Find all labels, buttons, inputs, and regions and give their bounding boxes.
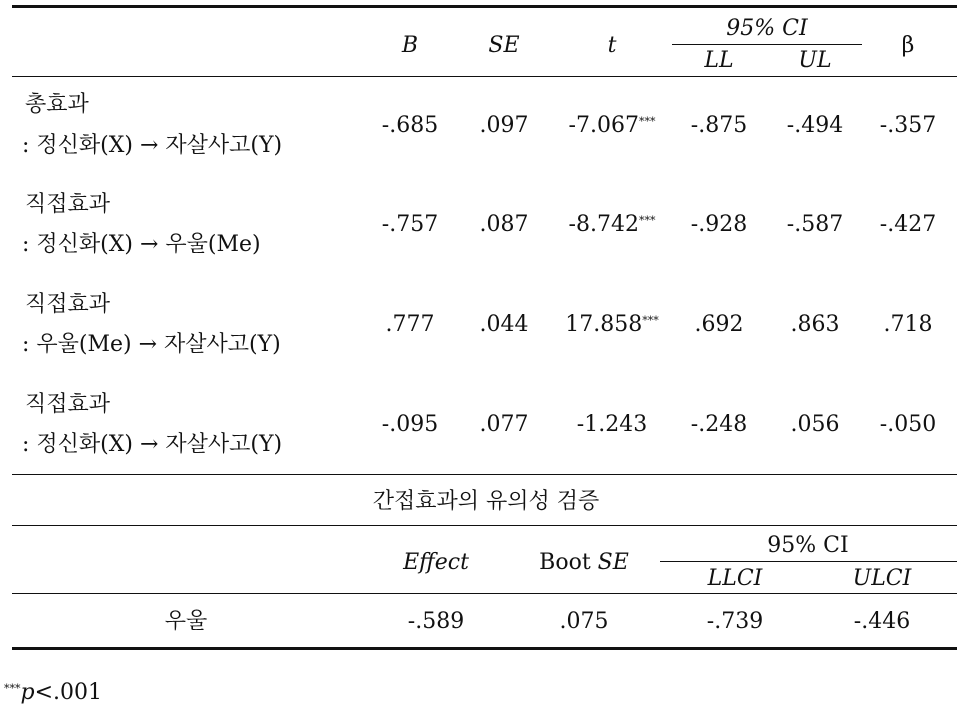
row2-ul: -.587 [786, 212, 844, 237]
indirect-label: 우울 [164, 609, 208, 634]
row1-beta: -.357 [879, 113, 937, 138]
row3-ul: .863 [790, 312, 840, 337]
footnote: ***p<.001 [4, 680, 103, 705]
row4-ll: -.248 [690, 412, 748, 437]
header-ci-2: 95% CI [767, 533, 849, 558]
row2-label-top: 직접효과 [25, 192, 111, 217]
section-rule-bottom [12, 525, 957, 526]
indirect-effect: -.589 [407, 609, 465, 634]
row3-beta: .718 [883, 312, 933, 337]
row4-beta: -.050 [879, 412, 937, 437]
row1-ll: -.875 [690, 113, 748, 138]
ci-rule-2 [660, 561, 957, 562]
header-rule-1 [12, 76, 957, 77]
row1-label-top: 총효과 [25, 92, 89, 117]
row3-label-bottom: : 우울(Me) → 자살사고(Y) [22, 332, 281, 357]
header-llci: LLCI [707, 566, 763, 591]
header-boot-se: Boot SE [539, 550, 629, 575]
top-border [12, 5, 957, 8]
row3-ll: .692 [694, 312, 744, 337]
header-ulci: ULCI [852, 566, 912, 591]
header-beta: β [901, 33, 915, 58]
row4-label-top: 직접효과 [25, 392, 111, 417]
header-se: SE [488, 33, 520, 58]
header-ci: 95% CI [726, 16, 808, 41]
row3-t: 17.858*** [565, 312, 659, 337]
header-rule-2 [12, 593, 957, 594]
row2-se: .087 [479, 212, 529, 237]
header-ul: UL [798, 48, 832, 73]
row3-label-top: 직접효과 [25, 292, 111, 317]
bottom-border [12, 647, 957, 650]
row1-se: .097 [479, 113, 529, 138]
row1-ul: -.494 [786, 113, 844, 138]
row4-ul: .056 [790, 412, 840, 437]
row4-b: -.095 [381, 412, 439, 437]
row4-se: .077 [479, 412, 529, 437]
row3-b: .777 [385, 312, 435, 337]
row2-beta: -.427 [879, 212, 937, 237]
row2-b: -.757 [381, 212, 439, 237]
row2-ll: -.928 [690, 212, 748, 237]
row1-b: -.685 [381, 113, 439, 138]
header-ll: LL [704, 48, 734, 73]
indirect-ulci: -.446 [853, 609, 911, 634]
indirect-boot-se: .075 [559, 609, 609, 634]
row4-label-bottom: : 정신화(X) → 자살사고(Y) [22, 432, 283, 457]
header-b: B [401, 33, 419, 58]
row1-t: -7.067*** [568, 113, 656, 138]
ci-rule-1 [672, 44, 862, 45]
header-t: t [607, 33, 617, 58]
section-title: 간접효과의 유의성 검증 [372, 489, 600, 514]
row2-label-bottom: : 정신화(X) → 우울(Me) [22, 232, 261, 257]
row2-t: -8.742*** [568, 212, 656, 237]
section-rule-top [12, 474, 957, 475]
row1-label-bottom: : 정신화(X) → 자살사고(Y) [22, 133, 283, 158]
indirect-llci: -.739 [706, 609, 764, 634]
row4-t: -1.243 [576, 412, 648, 437]
row3-se: .044 [479, 312, 529, 337]
header-effect: Effect [403, 550, 469, 575]
